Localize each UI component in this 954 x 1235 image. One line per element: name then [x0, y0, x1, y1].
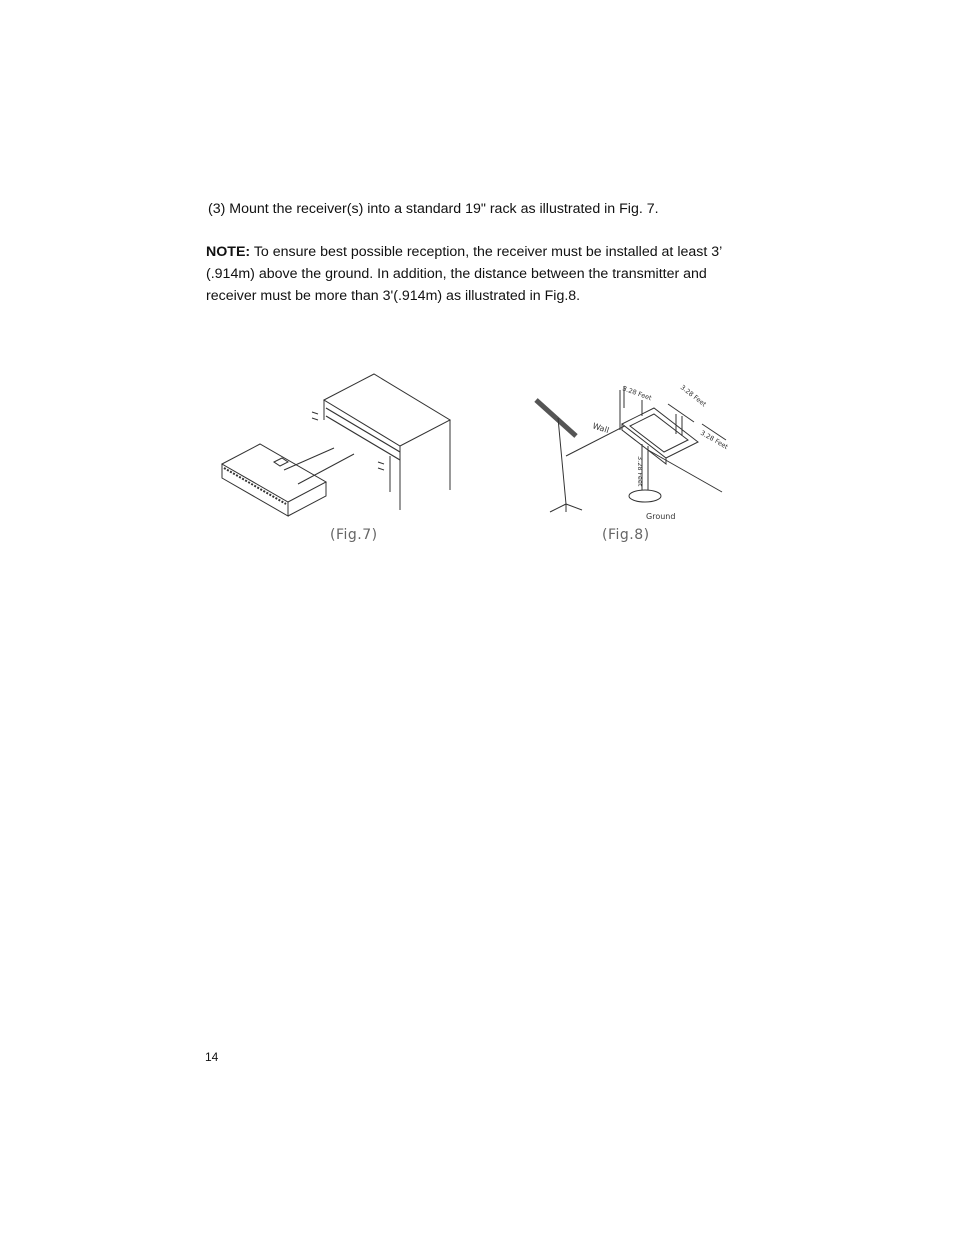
fig8-distance-right: 3.28 Feet — [699, 428, 730, 451]
fig8-distance-vertical: 3.28 Feet — [636, 456, 644, 487]
fig8-wall-label: Wall — [591, 421, 611, 436]
fig8-distance-top-right: 3.28 Feet — [678, 383, 708, 409]
fig8-caption: (Fig.8) — [602, 527, 650, 543]
fig7-caption: (Fig.7) — [330, 527, 378, 543]
step-3-instruction: (3) Mount the receiver(s) into a standard 19" rack as illustrated in Fig. 7. — [208, 201, 659, 217]
page-number: 14 — [205, 1050, 219, 1064]
note-paragraph — [206, 241, 746, 307]
fig8-distance-top-left: 3.28 Feet — [621, 384, 653, 403]
note-label: NOTE: — [206, 244, 251, 260]
note-line-1: To ensure best possible reception, the receiver must be installed at least 3’ — [250, 244, 723, 260]
fig8-ground-label: Ground — [646, 512, 676, 521]
note-line-2: (.914m) above the ground. In addition, the distance between the transmitter and — [206, 266, 707, 282]
note-line-3: receiver must be more than 3'(.914m) as illustrated in Fig.8. — [206, 288, 581, 304]
